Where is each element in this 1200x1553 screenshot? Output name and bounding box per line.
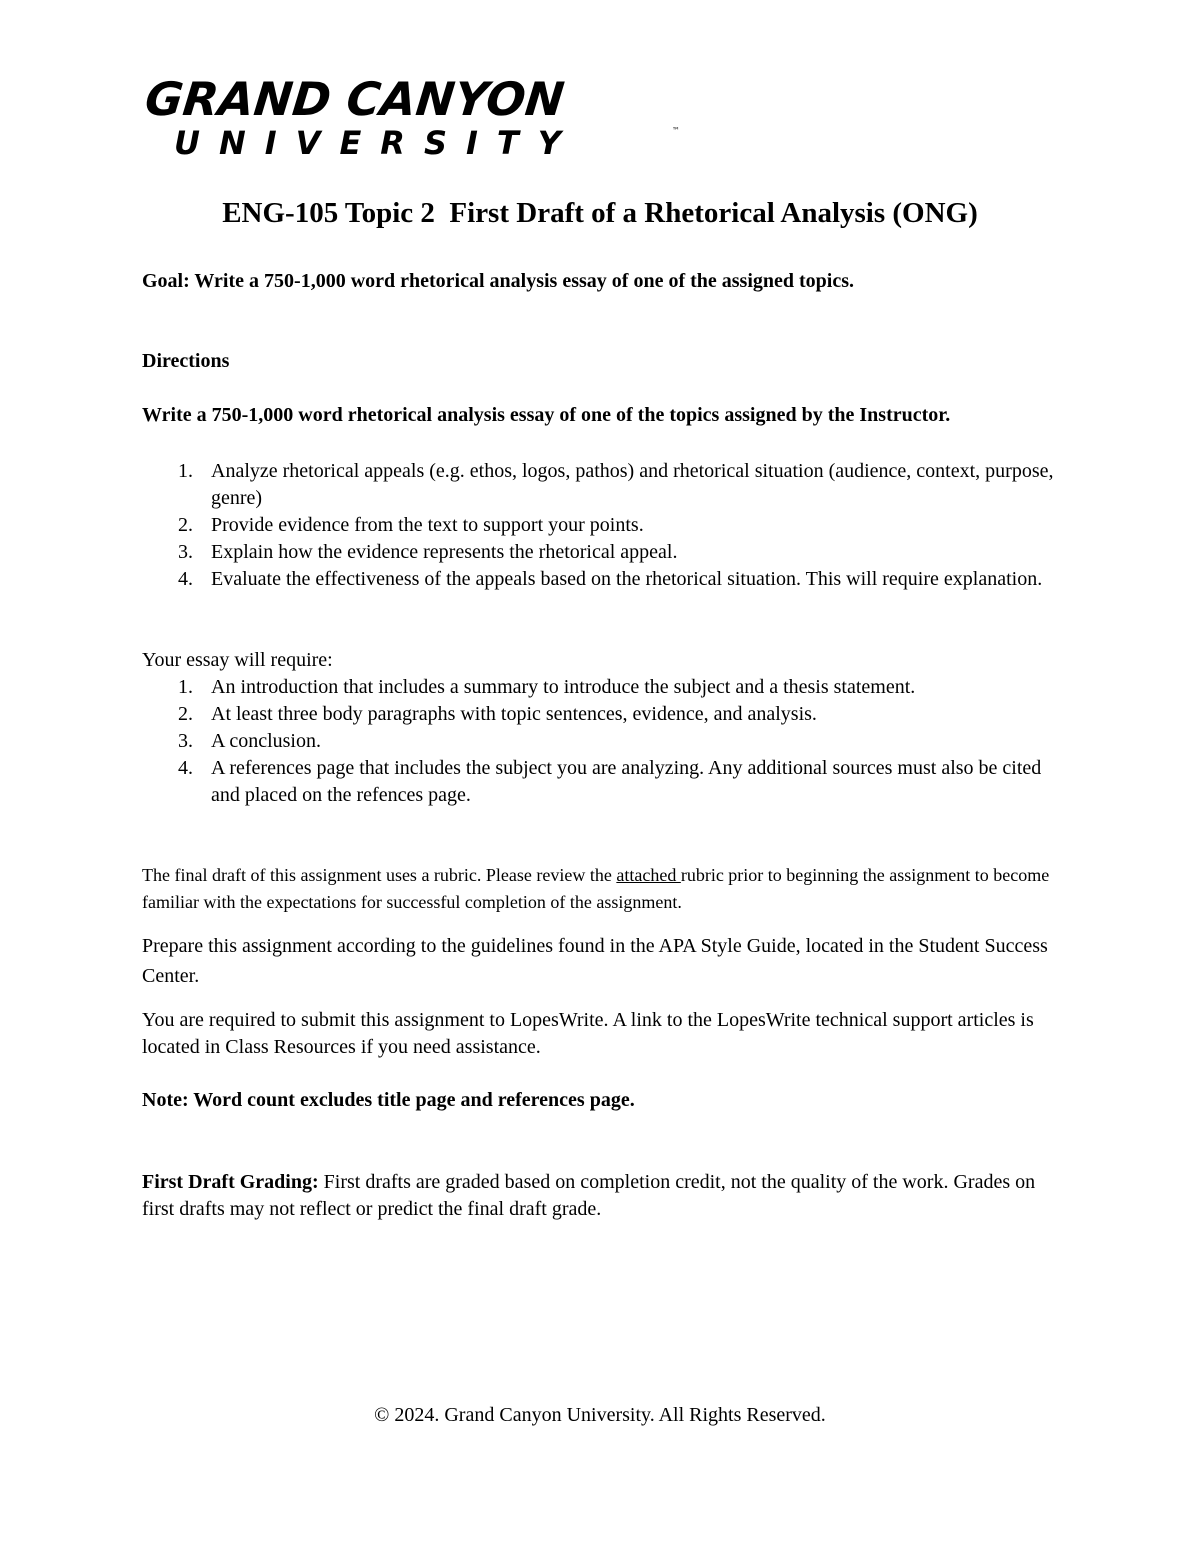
list-item xyxy=(142,512,1062,539)
word-count-note: Note: Word count excludes title page and references page. xyxy=(142,1089,635,1111)
rubric-text-after: rubric prior to beginning the assignment to become familiar with the expectations for successful completion of the assignment. xyxy=(142,865,1050,912)
requirements-list xyxy=(142,674,1062,809)
logo-trademark: ™ xyxy=(672,126,680,135)
list-item xyxy=(142,701,1062,728)
list-item-text: Evaluate the effectiveness of the appeals based on the rhetorical situation. This will require explanation. xyxy=(211,568,1043,590)
list-item xyxy=(142,728,1062,755)
list-item-text: At least three body paragraphs with topic sentences, evidence, and analysis. xyxy=(211,703,817,725)
list-item-text: An introduction that includes a summary to introduce the subject and a thesis statement. xyxy=(211,676,916,698)
logo-wordmark-bottom: UNIVERSITY xyxy=(174,124,580,162)
list-item-text: A references page that includes the subject you are analyzing. Any additional sources must also be cited and placed on the refences page. xyxy=(211,757,1042,806)
grading-paragraph xyxy=(142,1169,1062,1223)
list-item-text: Provide evidence from the text to support your points. xyxy=(211,514,644,536)
goal-label: Goal: xyxy=(142,270,190,292)
logo-wordmark-top: GRAND CANYON xyxy=(142,72,567,126)
attached-rubric-link[interactable]: attached xyxy=(616,865,681,885)
university-logo xyxy=(142,72,680,164)
list-number: 1. xyxy=(178,676,193,698)
list-item-text: Analyze rhetorical appeals (e.g. ethos, logos, pathos) and rhetorical situation (audience, context, purpose, genre) xyxy=(211,460,1054,509)
list-number: 2. xyxy=(178,514,193,536)
directions-heading: Directions xyxy=(142,350,230,372)
rubric-text-before: The final draft of this assignment uses a rubric. Please review the xyxy=(142,865,617,885)
list-number: 3. xyxy=(178,730,193,752)
directions-list xyxy=(142,458,1062,593)
requirements-heading: Your essay will require: xyxy=(142,649,333,671)
list-number: 1. xyxy=(178,460,193,482)
goal-text: Write a 750-1,000 word rhetorical analysis essay of one of the assigned topics. xyxy=(189,270,855,292)
rubric-paragraph xyxy=(142,862,1062,916)
list-number: 4. xyxy=(178,757,193,779)
list-item xyxy=(142,458,1062,512)
list-item-text: Explain how the evidence represents the rhetorical appeal. xyxy=(211,541,678,563)
list-number: 2. xyxy=(178,703,193,725)
document-title: ENG-105 Topic 2 First Draft of a Rhetorical Analysis (ONG) xyxy=(222,197,978,229)
list-item xyxy=(142,674,1062,701)
list-item-text: A conclusion. xyxy=(211,730,321,752)
list-number: 3. xyxy=(178,541,193,563)
list-item xyxy=(142,539,1062,566)
directions-instruction: Write a 750-1,000 word rhetorical analysis essay of one of the topics assigned by the Instructor. xyxy=(142,404,951,426)
grading-label: First Draft Grading: xyxy=(142,1171,319,1193)
apa-paragraph: Prepare this assignment according to the guidelines found in the APA Style Guide, located in the Student Success Center. xyxy=(142,935,1048,987)
lopeswrite-paragraph: You are required to submit this assignment to LopesWrite. A link to the LopesWrite technical support articles is located in Class Resources if you need assistance. xyxy=(142,1009,1034,1058)
list-number: 4. xyxy=(178,568,193,590)
goal-paragraph xyxy=(142,268,1062,295)
list-item xyxy=(142,566,1062,593)
list-item xyxy=(142,755,1062,809)
copyright-footer: © 2024. Grand Canyon University. All Rights Reserved. xyxy=(374,1404,826,1426)
grading-text: First drafts are graded based on completion credit, not the quality of the work. Grades on first drafts may not reflect or predict the final draft grade. xyxy=(142,1171,1036,1220)
